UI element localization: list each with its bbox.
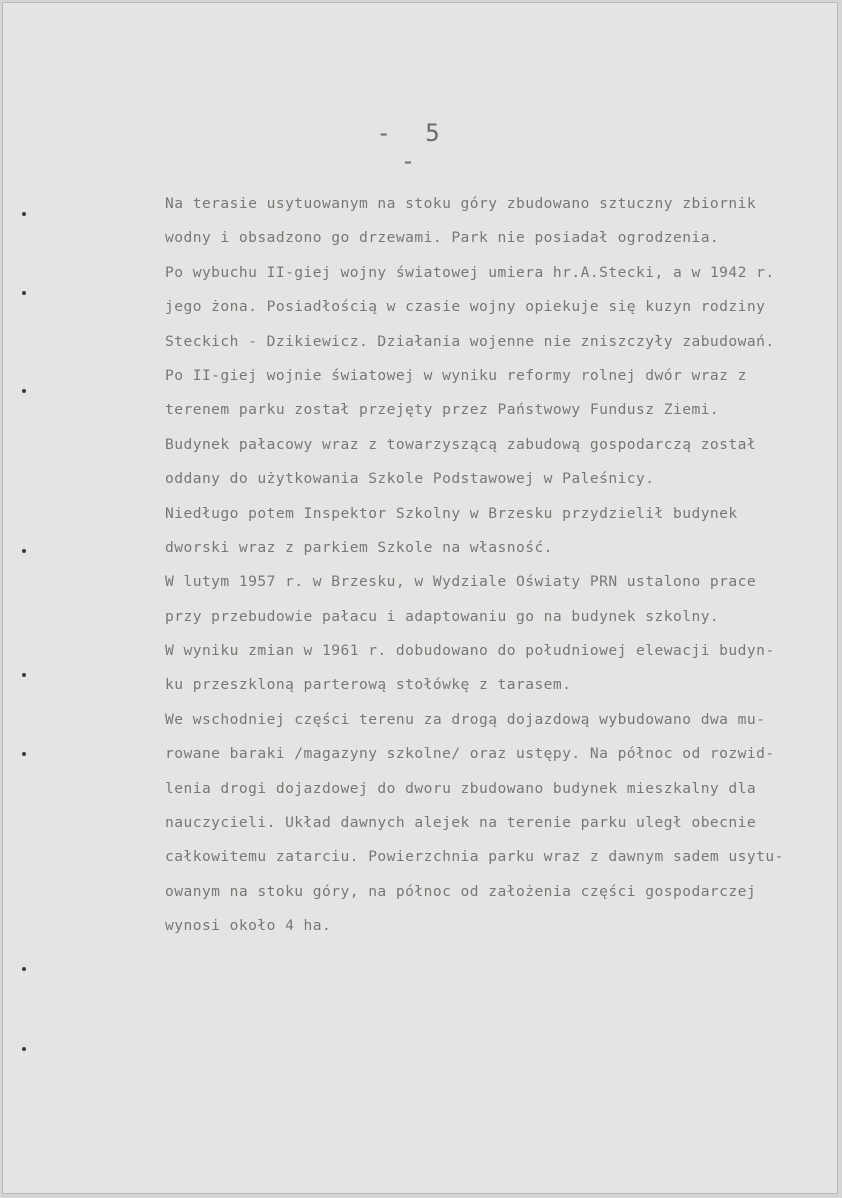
text-line: Steckich - Dzikiewicz. Działania wojenne nie zniszczyły zabudowań. — [165, 332, 775, 350]
text-line: całkowitemu zatarciu. Powierzchnia parku wraz z dawnym sadem usytu- — [165, 848, 784, 866]
binding-hole-marks — [3, 3, 43, 1194]
typewritten-page — [2, 2, 838, 1194]
text-line: We wschodniej części terenu za drogą dojazdową wybudowano dwa mu- — [165, 710, 766, 728]
text-line: przy przebudowie pałacu i adaptowaniu go na budynek szkolny. — [165, 607, 720, 625]
text-line: wynosi około 4 ha. — [165, 917, 332, 935]
text-line: W wyniku zmian w 1961 r. dobudowano do południowej elewacji budyn- — [165, 642, 775, 660]
text-line: ku przeszkloną parterową stołówkę z tarasem. — [165, 676, 572, 694]
text-line: dworski wraz z parkiem Szkole na własność. — [165, 538, 553, 556]
margin-dot — [22, 212, 26, 216]
margin-dot — [22, 1047, 26, 1051]
text-line: Budynek pałacowy wraz z towarzyszącą zabudową gospodarczą został — [165, 435, 757, 453]
text-line: Po wybuchu II-giej wojny światowej umiera hr.A.Stecki, a w 1942 r. — [165, 263, 775, 281]
margin-dot — [22, 291, 26, 295]
margin-dot — [22, 389, 26, 393]
margin-dot — [22, 549, 26, 553]
text-line: Niedługo potem Inspektor Szkolny w Brzesku przydzielił budynek — [165, 504, 738, 522]
text-line: oddany do użytkowania Szkole Podstawowej w Paleśnicy. — [165, 470, 655, 488]
body-text — [165, 187, 835, 944]
text-line: owanym na stoku góry, na północ od założenia części gospodarczej — [165, 882, 757, 900]
text-line: wodny i obsadzono go drzewami. Park nie posiadał ogrodzenia. — [165, 229, 720, 247]
text-line: Na terasie usytuowanym na stoku góry zbudowano sztuczny zbiornik — [165, 195, 757, 212]
text-line: W lutym 1957 r. w Brzesku, w Wydziale Oświaty PRN ustalono prace — [165, 573, 757, 591]
page-number: - 5 - — [376, 119, 450, 175]
text-line: lenia drogi dojazdowej do dworu zbudowano budynek mieszkalny dla — [165, 779, 757, 797]
text-line: terenem parku został przejęty przez Państwowy Fundusz Ziemi. — [165, 401, 720, 419]
text-line: nauczycieli. Układ dawnych alejek na terenie parku uległ obecnie — [165, 814, 757, 832]
text-line: rowane baraki /magazyny szkolne/ oraz ustępy. Na północ od rozwid- — [165, 745, 775, 763]
text-line: jego żona. Posiadłością w czasie wojny opiekuje się kuzyn rodziny — [165, 298, 766, 316]
margin-dot — [22, 752, 26, 756]
text-line: Po II-giej wojnie światowej w wyniku reformy rolnej dwór wraz z — [165, 366, 747, 384]
margin-dot — [22, 967, 26, 971]
margin-dot — [22, 673, 26, 677]
